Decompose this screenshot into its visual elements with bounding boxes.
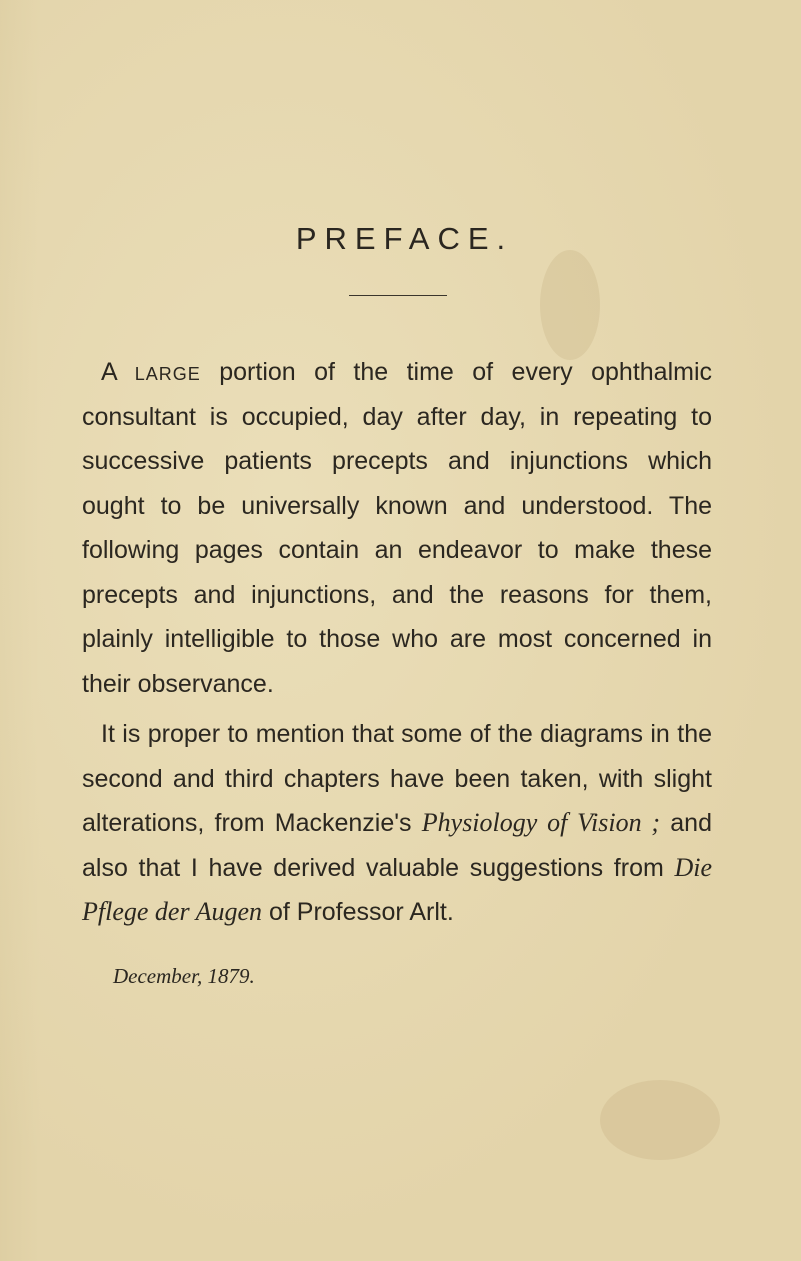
book-title-pflege: Die Pflege der Augen bbox=[82, 852, 712, 926]
lead-small-caps: large bbox=[134, 358, 201, 386]
title-rule bbox=[349, 295, 447, 296]
paragraph-2-text-2: and also that I have derived valuable suggestions from bbox=[82, 809, 712, 882]
paragraph-1 bbox=[82, 350, 712, 706]
paragraph-2 bbox=[82, 712, 712, 935]
paragraph-2-text-3: of Professor Arlt. bbox=[268, 898, 454, 926]
paragraph-1-text: portion of the time of every ophthalmic consultant is occupied, day after day, in repeating to successive patients precepts and injunctions which ought to be universally known and understood. The following pages contain an endeavor to make these precepts and injunctions, and the reasons for them, plainly intelligible to those who are most concerned in their observance. bbox=[82, 358, 713, 698]
paragraph-lead bbox=[101, 358, 201, 386]
paper-stain bbox=[540, 250, 600, 360]
lead-capital: A bbox=[101, 358, 117, 386]
book-title-physiology: Physiology of Vision ; bbox=[421, 808, 661, 837]
paper-stain bbox=[600, 1080, 720, 1160]
page-title: PREFACE. bbox=[295, 220, 514, 256]
paragraph-2-text-1: It is proper to mention that some of the diagrams in the second and third chapters have been taken, with slight alterations, from Mackenzie's bbox=[82, 720, 712, 837]
date-line: December, 1879. bbox=[113, 964, 255, 988]
